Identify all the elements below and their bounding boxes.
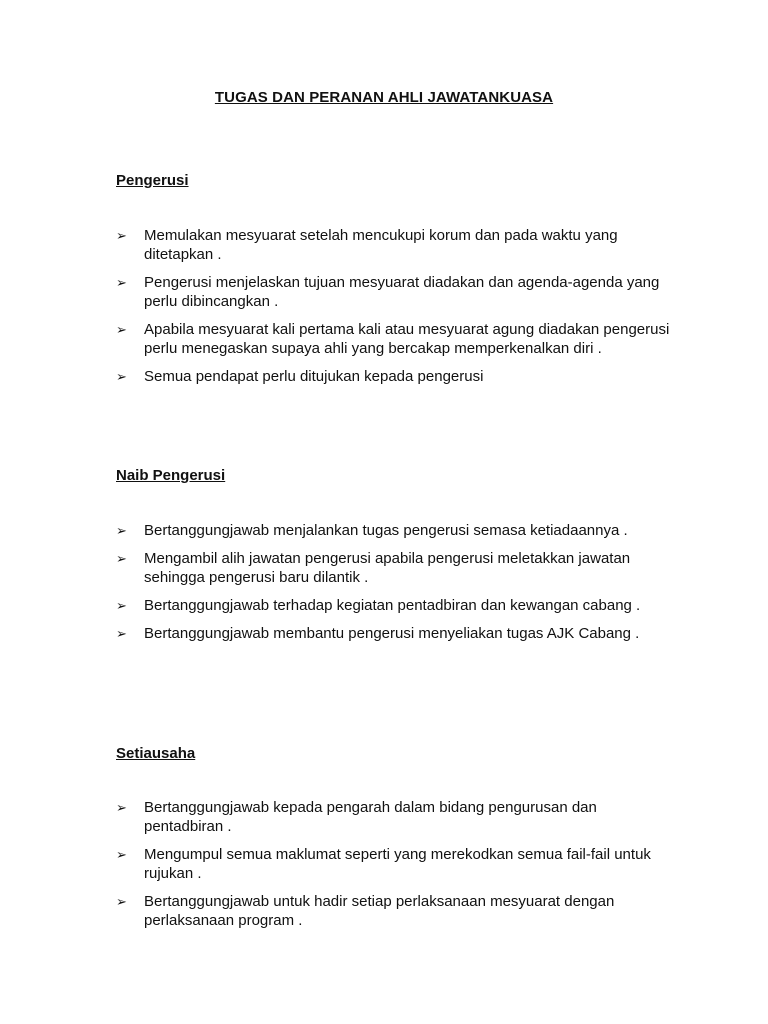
arrow-bullet-icon: ➢ xyxy=(116,523,127,538)
section-list-setiausaha xyxy=(116,798,676,939)
list-item-text: Bertanggungjawab kepada pengarah dalam bidang pengurusan dan pentadbiran . xyxy=(144,799,597,835)
list-item-text: Mengumpul semua maklumat seperti yang merekodkan semua fail-fail untuk rujukan . xyxy=(144,846,651,882)
arrow-bullet-icon: ➢ xyxy=(116,369,127,384)
arrow-bullet-icon: ➢ xyxy=(116,551,127,566)
list-item xyxy=(116,226,676,264)
arrow-bullet-icon: ➢ xyxy=(116,626,127,641)
list-item-text: Semua pendapat perlu ditujukan kepada pengerusi xyxy=(144,368,484,385)
arrow-bullet-icon: ➢ xyxy=(116,800,127,815)
list-item xyxy=(116,367,676,386)
arrow-bullet-icon: ➢ xyxy=(116,894,127,909)
list-item xyxy=(116,798,676,836)
list-item xyxy=(116,320,676,358)
section-heading-pengerusi: Pengerusi xyxy=(116,172,189,189)
list-item-text: Bertanggungjawab untuk hadir setiap perlaksanaan mesyuarat dengan perlaksanaan program . xyxy=(144,893,615,929)
document-title: TUGAS DAN PERANAN AHLI JAWATANKUASA xyxy=(214,89,554,106)
list-item xyxy=(116,892,676,930)
list-item-text: Mengambil alih jawatan pengerusi apabila pengerusi meletakkan jawatan sehingga pengerusi baru dilantik . xyxy=(144,550,631,586)
arrow-bullet-icon: ➢ xyxy=(116,228,127,243)
list-item xyxy=(116,624,676,643)
list-item xyxy=(116,596,676,615)
list-item-text: Pengerusi menjelaskan tujuan mesyuarat diadakan dan agenda-agenda yang perlu dibincangkan . xyxy=(144,274,660,310)
list-item-text: Bertanggungjawab membantu pengerusi menyeliakan tugas AJK Cabang . xyxy=(144,625,640,642)
list-item-text: Bertanggungjawab menjalankan tugas pengerusi semasa ketiadaannya . xyxy=(144,522,628,539)
list-item-text: Memulakan mesyuarat setelah mencukupi korum dan pada waktu yang ditetapkan . xyxy=(144,227,618,263)
arrow-bullet-icon: ➢ xyxy=(116,322,127,337)
list-item xyxy=(116,521,676,540)
arrow-bullet-icon: ➢ xyxy=(116,847,127,862)
list-item-text: Bertanggungjawab terhadap kegiatan pentadbiran dan kewangan cabang . xyxy=(144,597,641,614)
list-item xyxy=(116,273,676,311)
list-item xyxy=(116,845,676,883)
list-item-text: Apabila mesyuarat kali pertama kali atau mesyuarat agung diadakan pengerusi perlu menegaskan supaya ahli yang bercakap memperkenalkan diri . xyxy=(144,321,670,357)
list-item xyxy=(116,549,676,587)
section-list-pengerusi xyxy=(116,226,676,395)
arrow-bullet-icon: ➢ xyxy=(116,598,127,613)
section-list-naib-pengerusi xyxy=(116,521,676,652)
arrow-bullet-icon: ➢ xyxy=(116,275,127,290)
section-heading-naib-pengerusi: Naib Pengerusi xyxy=(116,467,226,484)
section-heading-setiausaha: Setiausaha xyxy=(116,745,196,762)
